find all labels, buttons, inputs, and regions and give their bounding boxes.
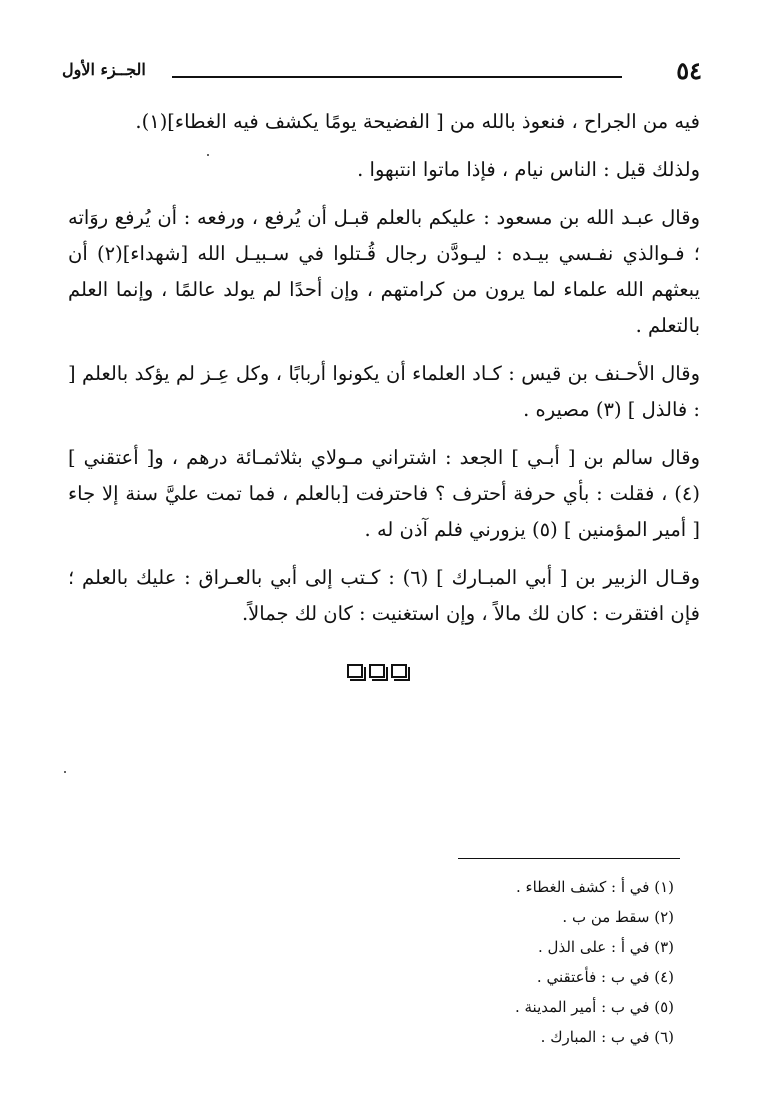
footnote-rule — [458, 858, 680, 859]
footnotes — [424, 872, 674, 1052]
body-text — [68, 104, 700, 644]
footnote: (٣) في أ : على الذل . — [538, 938, 674, 956]
footnote: (١) في أ : كشف الغطاء . — [516, 878, 674, 896]
part-title: الجــزء الأول — [62, 60, 146, 79]
scan-speck — [64, 771, 66, 773]
footnote: (٢) سقط من ب . — [562, 908, 674, 926]
paragraph: وقـال الزبير بن [ أبي المبـارك ] (٦) : كـتب إلى أبي بالعـراق : عليك بالعلم ؛ فإن افتقرت : كان لك مالاً ، وإن استغنيت : كان لك جمالاً. — [68, 566, 700, 625]
footnote: (٥) في ب : أمير المدينة . — [514, 998, 674, 1016]
box-ornament-icon — [347, 664, 363, 678]
page-header — [62, 54, 702, 94]
box-ornament-icon — [369, 664, 385, 678]
scan-speck — [207, 154, 209, 156]
paragraph: وقال عبـد الله بن مسعود : عليكم بالعلم قبـل أن يُرفع ، ورفعه : أن يُرفع روَاته ؛ فـوالذي نفـسي بيـده : ليـودَّن رجال قُـتلوا في سـبيـل الله [شهداء](٢) أن يبعثهم الله علماء لما يرون من كرامتهم ، وإن أحدًا لم يولد عالمًا ، وإنما العلم بالتعلم . — [68, 206, 700, 337]
paragraph: ولذلك قيل : الناس نيام ، فإذا ماتوا انتبهوا . — [357, 158, 700, 181]
header-rule — [172, 76, 622, 78]
paragraph: وقال سالم بن [ أبـي ] الجعد : اشتراني مـولاي بثلاثمـائة درهم ، و[ أعتقني ] (٤) ، فقلت : بأي حرفة أحترف ؟ فاحترفت [بالعلم ، فما تمت عليَّ سنة إلا جاء [ أمير المؤمنين ] (٥) يزورني فلم آذن له . — [68, 446, 700, 541]
box-ornament-icon — [391, 664, 407, 678]
footnote: (٦) في ب : المبارك . — [540, 1028, 674, 1046]
section-end-ornament — [347, 664, 419, 680]
page-number: ٥٤ — [676, 56, 702, 85]
footnote: (٤) في ب : فأعتقني . — [536, 968, 674, 986]
paragraph: فيه من الجراح ، فنعوذ بالله من [ الفضيحة يومًا يكشف فيه الغطاء](١). — [135, 110, 700, 133]
paragraph: وقال الأحـنف بن قيس : كـاد العلماء أن يكونوا أربابًا ، وكل عِـز لم يؤكد بالعلم [ : فالذل ] (٣) مصيره . — [68, 362, 700, 421]
